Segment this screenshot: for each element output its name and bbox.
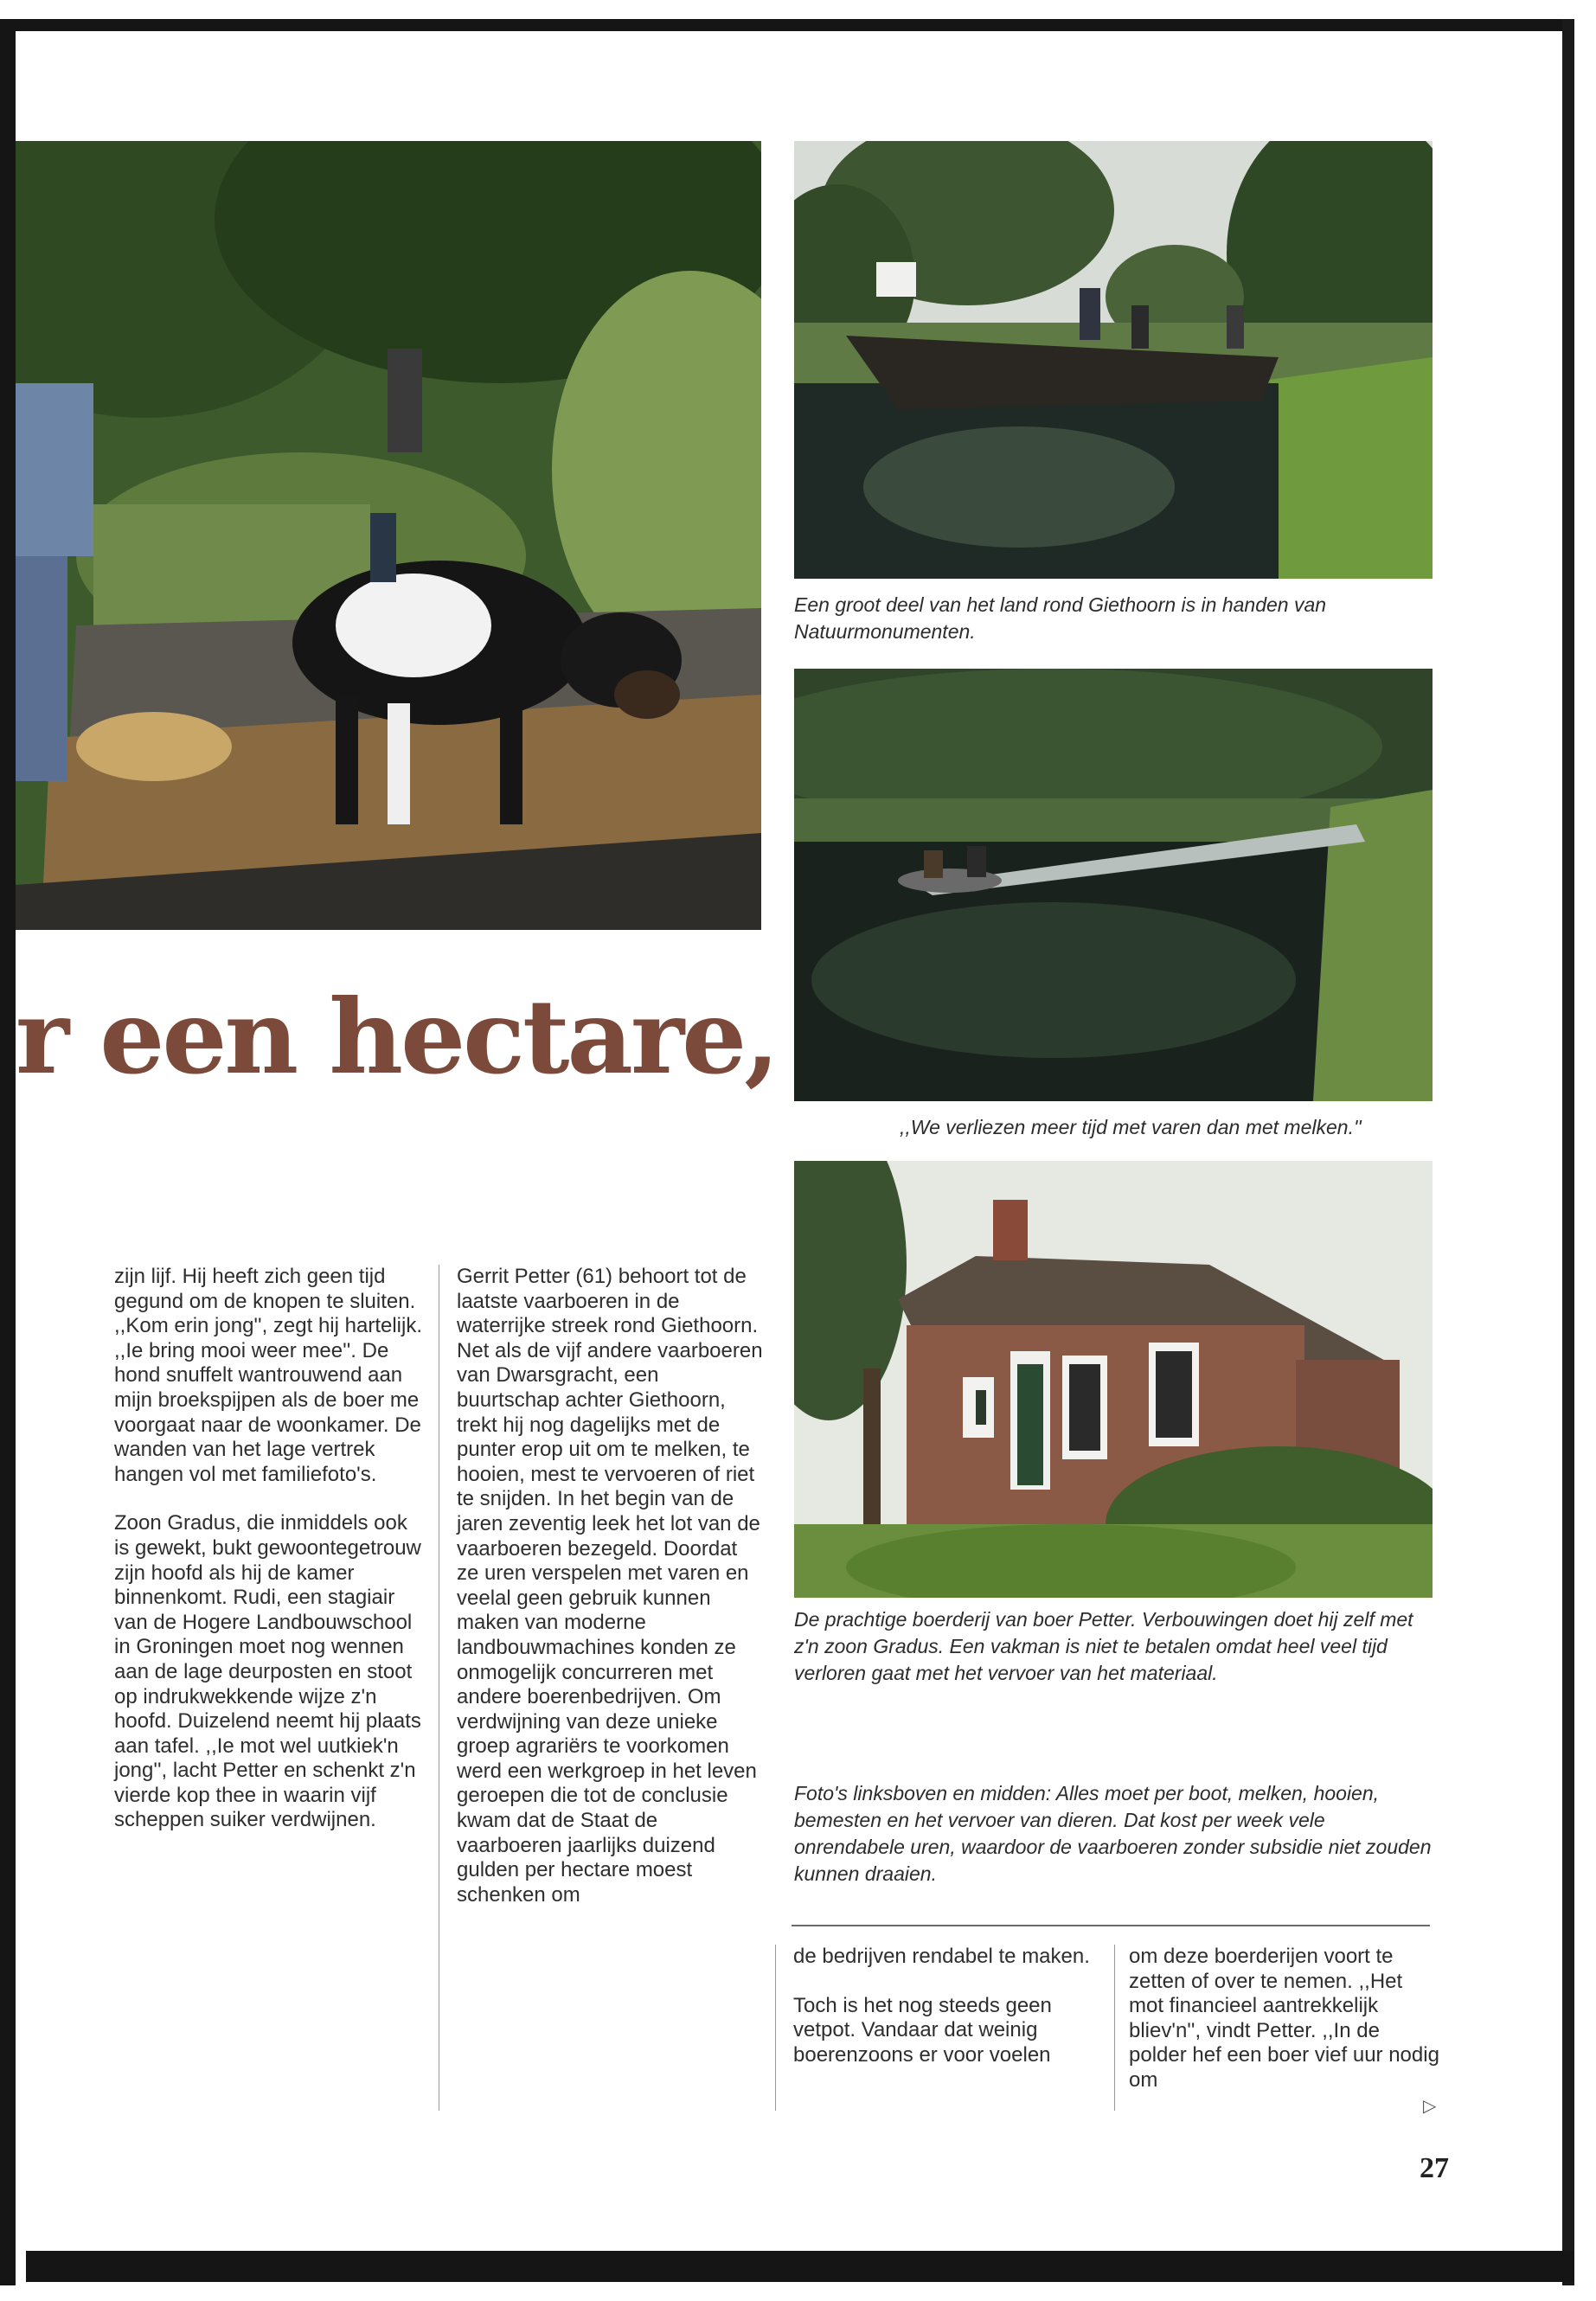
triangle-right-icon: ▷: [1423, 2095, 1437, 2116]
caption-photos-left-middle: Foto's linksboven en midden: Alles moet per boot, melken, hooien, bemesten en het vervoer van dieren. Dat kost per week vele onrendabele uren, waardoor de vaarboeren zonder subsidie niet zouden kunnen draaien.: [794, 1782, 1432, 1885]
page-frame-top: [0, 19, 1573, 31]
body-paragraph: Toch is het nog steeds geen vetpot. Vandaar dat weinig boerenzoons er voor voelen: [793, 1993, 1052, 2067]
body-column-3: [793, 1945, 1105, 2092]
body-paragraph: Zoon Gradus, die inmiddels ook is gewekt, bukt gewoontegetrouw zijn hoofd als hij de kamer binnenkomt. Rudi, een stagiair van de Hogere Landbouwschool in Groningen moet nog wennen aan de lage deurposten en stoot op indrukwekkende wijze z'n hoofd. Duizelend neemt hij plaats aan tafel. ,,Ie mot wel uutkiek'n jong'', lacht Petter en schenkt z'n vierde kop thee in waarin vijf scheppen suiker verdwijnen.: [114, 1511, 421, 1832]
page-frame-bottom: [26, 2251, 1574, 2282]
page-frame-right: [1562, 19, 1574, 2285]
body-column-1: [114, 1265, 424, 1857]
caption-farmhouse: De prachtige boerderij van boer Petter. Verbouwingen doet hij zelf met z'n zoon Gradus. Een vakman is niet te betalen omdat heel veel tijd verloren gaat met het vervoer van het materiaal.: [794, 1608, 1413, 1684]
body-paragraph: Gerrit Petter (61) behoort tot de laatste vaarboeren in de waterrijke streek rond Giethoorn. Net als de vijf andere vaarboeren van Dwarsgracht, een buurtschap achter Giethoorn, trekt hij nog dagelijks met de punter erop uit om te melken, te hooien, mest te vervoeren of riet te snijden. In het begin van de jaren zeventig leek het lot van de vaarboeren bezegeld. Doordat ze uren verspelen met varen en veelal geen gebruik kunnen maken van moderne landbouwmachines konden ze onmogelijk concurreren met andere boerenbedrijven. Om verdwijning van deze unieke groep agrariërs te voorkomen werd een werkgroep in het leven geroepen die tot de conclusie kwam dat de Staat de vaarboeren jaarlijks duizend gulden per hectare moest schenken om: [457, 1265, 763, 1907]
body-paragraph: de bedrijven rendabel te maken.: [793, 1945, 1090, 1968]
photo-motorboat-canal: [794, 669, 1433, 1101]
caption-punter-canal: Een groot deel van het land rond Giethoorn is in handen van Natuurmonumenten.: [794, 593, 1327, 643]
page-number: 27: [1420, 2152, 1449, 2184]
body-paragraph: om deze boerderijen voort te zetten of over te nemen. ,,Het mot financieel aantrekkelijk bliev'n'', vindt Petter. ,,In de polder hef een boer vief uur nodig om: [1129, 1945, 1439, 2092]
body-column-4: [1129, 1945, 1440, 2118]
column-divider: [1114, 1945, 1115, 2111]
page-frame-left: [0, 19, 16, 2285]
column-divider: [775, 1945, 776, 2111]
section-divider: [792, 1925, 1430, 1926]
photo-farmhouse: [794, 1161, 1433, 1598]
body-column-2: [457, 1265, 764, 1932]
body-paragraph: zijn lijf. Hij heeft zich geen tijd gegund om de knopen te sluiten. ,,Kom erin jong'', zegt hij hartelijk. ,,Ie bring mooi weer mee''. De hond snuffelt wantrouwend aan mijn broekspijpen als de boer me voorgaat naar de woonkamer. De wanden van het lage vertrek hangen vol met familiefoto's.: [114, 1265, 422, 1486]
article-headline: r een hectare,: [16, 977, 778, 1097]
photo-punter-canal: [794, 141, 1433, 579]
photo-cows-on-boat: [16, 141, 761, 930]
caption-motorboat: ,,We verliezen meer tijd met varen dan met melken.'': [900, 1116, 1362, 1138]
